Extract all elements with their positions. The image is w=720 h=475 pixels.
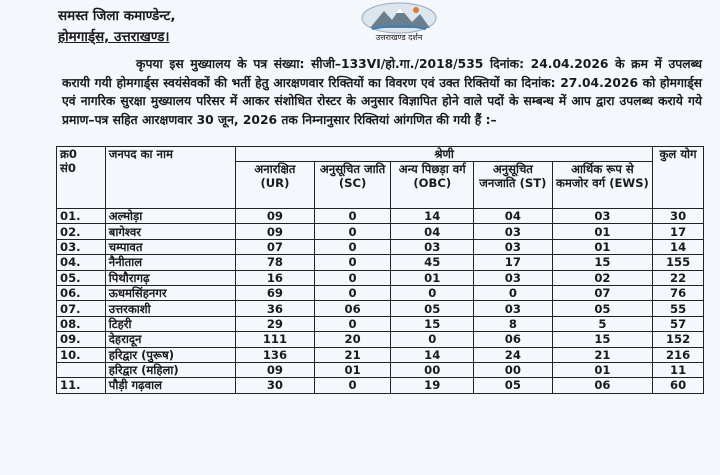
cell-obc: 0	[391, 285, 474, 300]
cell-st: 05	[474, 378, 553, 393]
cell-total: 76	[653, 285, 704, 300]
cell-ur: 16	[236, 270, 315, 285]
cell-name: पौड़ी गढ़वाल	[105, 378, 235, 393]
cell-sr: 04.	[57, 255, 106, 270]
cell-ews: 01	[552, 224, 652, 239]
cell-name: देहरादून	[105, 332, 235, 347]
cell-ur: 29	[236, 316, 315, 331]
cell-ews: 21	[552, 347, 652, 362]
letter-body	[62, 55, 702, 129]
cell-obc: 0	[391, 332, 474, 347]
cell-sr: 07.	[57, 301, 106, 316]
serial-header: क्र0 सं0	[57, 147, 106, 209]
cell-total: 17	[653, 224, 704, 239]
cell-obc: 14	[391, 347, 474, 362]
table-row	[57, 285, 704, 300]
cell-obc: 14	[391, 209, 474, 224]
cell-sr: 01.	[57, 209, 106, 224]
cell-sc: 0	[314, 239, 391, 254]
cell-sc: 20	[314, 332, 391, 347]
cell-ur: 78	[236, 255, 315, 270]
cell-name: टिहरी	[105, 316, 235, 331]
cell-sc: 0	[314, 209, 391, 224]
uttarakhand-darshan-logo	[360, 2, 438, 44]
cell-sr	[57, 362, 106, 377]
cell-st: 17	[474, 255, 553, 270]
cell-total: 152	[653, 332, 704, 347]
cell-sc: 0	[314, 270, 391, 285]
cell-sr: 11.	[57, 378, 106, 393]
cell-sr: 03.	[57, 239, 106, 254]
cell-name: ऊधमसिंहनगर	[105, 285, 235, 300]
cell-ews: 03	[552, 209, 652, 224]
cell-obc: 15	[391, 316, 474, 331]
address-line-1: समस्त जिला कमाण्डेन्ट,	[58, 8, 176, 24]
cell-st: 24	[474, 347, 553, 362]
cell-sc: 01	[314, 362, 391, 377]
cell-st: 0	[474, 285, 553, 300]
cell-ews: 07	[552, 285, 652, 300]
cell-sc: 0	[314, 378, 391, 393]
cell-total: 11	[653, 362, 704, 377]
cell-ews: 01	[552, 362, 652, 377]
cell-total: 57	[653, 316, 704, 331]
cell-ur: 09	[236, 224, 315, 239]
cell-name: चम्पावत	[105, 239, 235, 254]
cell-ur: 30	[236, 378, 315, 393]
cell-ews: 15	[552, 255, 652, 270]
cell-sc: 0	[314, 255, 391, 270]
logo-caption: उत्तराखण्ड दर्शन	[375, 33, 423, 42]
cell-total: 30	[653, 209, 704, 224]
cell-sc: 0	[314, 224, 391, 239]
cell-st: 03	[474, 301, 553, 316]
cell-obc: 04	[391, 224, 474, 239]
cell-name: अल्मोड़ा	[105, 209, 235, 224]
ur-header: अनारक्षित (UR)	[236, 162, 315, 209]
cell-ur: 69	[236, 285, 315, 300]
table-row	[57, 378, 704, 393]
vacancy-table	[56, 146, 704, 394]
cell-name: पिथौरागढ़	[105, 270, 235, 285]
cell-sr: 02.	[57, 224, 106, 239]
cell-st: 03	[474, 224, 553, 239]
cell-ur: 111	[236, 332, 315, 347]
sc-header: अनुसूचित जाति (SC)	[314, 162, 391, 209]
cell-total: 155	[653, 255, 704, 270]
address-block	[58, 6, 175, 48]
cell-sc: 21	[314, 347, 391, 362]
table-row	[57, 224, 704, 239]
address-line-2: होमगार्ड्स, उत्तराखण्ड।	[58, 29, 170, 45]
cell-obc: 05	[391, 301, 474, 316]
cell-name: उत्तरकाशी	[105, 301, 235, 316]
cell-total: 14	[653, 239, 704, 254]
table-row	[57, 270, 704, 285]
cell-st: 00	[474, 362, 553, 377]
cell-obc: 03	[391, 239, 474, 254]
ews-header: आर्थिक रूप से कमजोर वर्ग (EWS)	[552, 162, 652, 209]
cell-total: 55	[653, 301, 704, 316]
cell-sc: 0	[314, 285, 391, 300]
body-paragraph: कृपया इस मुख्यालय के पत्र संख्या: सीजी–133VI/हो.गा./2018/535 दिनांक: 24.04.2026 के क्रम में उपलब्ध करायी गयी होमगार्ड्स स्वयंसेवकों की भर्ती हेतु आरक्षणवार रिक्तियों का विवरण एवं उक्त रिक्तियों का दिनांक: 27.04.2026 को होमगार्ड्स एवं नागरिक सुरक्षा मुख्यालय परिसर में आकर संशोधित रोस्टर के अनुसार विज्ञापित होने वाले पदों के सम्बन्ध में आप द्वारा उपलब्ध कराये गये प्रमाण–पत्र सहित आरक्षणवार 30 जून, 2026 तक निम्नानुसार रिक्तियां आंगणित की गयी हैं :–	[62, 57, 702, 127]
cell-ur: 07	[236, 239, 315, 254]
st-header: अनुसूचित जनजाति (ST)	[474, 162, 553, 209]
cell-obc: 19	[391, 378, 474, 393]
cell-total: 216	[653, 347, 704, 362]
cell-name: नैनीताल	[105, 255, 235, 270]
table-row	[57, 255, 704, 270]
cell-name: बागेश्वर	[105, 224, 235, 239]
cell-st: 04	[474, 209, 553, 224]
cell-sr: 10.	[57, 347, 106, 362]
table-row	[57, 362, 704, 377]
table-row	[57, 316, 704, 331]
cell-st: 03	[474, 270, 553, 285]
cell-ur: 09	[236, 362, 315, 377]
cell-total: 60	[653, 378, 704, 393]
cell-st: 03	[474, 239, 553, 254]
cell-obc: 45	[391, 255, 474, 270]
cell-sr: 06.	[57, 285, 106, 300]
cell-ews: 02	[552, 270, 652, 285]
table-row	[57, 301, 704, 316]
table-row	[57, 239, 704, 254]
cell-st: 06	[474, 332, 553, 347]
cell-name: हरिद्वार (पुरूष)	[105, 347, 235, 362]
total-header: कुल योग	[653, 147, 704, 209]
cell-ur: 09	[236, 209, 315, 224]
cell-name: हरिद्वार (महिला)	[105, 362, 235, 377]
cell-ews: 5	[552, 316, 652, 331]
cell-ews: 15	[552, 332, 652, 347]
cell-sc: 06	[314, 301, 391, 316]
cell-sr: 08.	[57, 316, 106, 331]
cell-ews: 01	[552, 239, 652, 254]
category-header: श्रेणी	[236, 147, 653, 162]
cell-sr: 05.	[57, 270, 106, 285]
cell-ur: 36	[236, 301, 315, 316]
cell-ur: 136	[236, 347, 315, 362]
district-header: जनपद का नाम	[105, 147, 235, 209]
obc-header: अन्य पिछड़ा वर्ग (OBC)	[391, 162, 474, 209]
table-row	[57, 209, 704, 224]
table-row	[57, 347, 704, 362]
cell-ews: 05	[552, 301, 652, 316]
cell-ews: 06	[552, 378, 652, 393]
table-row	[57, 332, 704, 347]
cell-obc: 01	[391, 270, 474, 285]
cell-sc: 0	[314, 316, 391, 331]
cell-total: 22	[653, 270, 704, 285]
cell-sr: 09.	[57, 332, 106, 347]
cell-st: 8	[474, 316, 553, 331]
mountain-icon	[360, 2, 438, 34]
cell-obc: 00	[391, 362, 474, 377]
